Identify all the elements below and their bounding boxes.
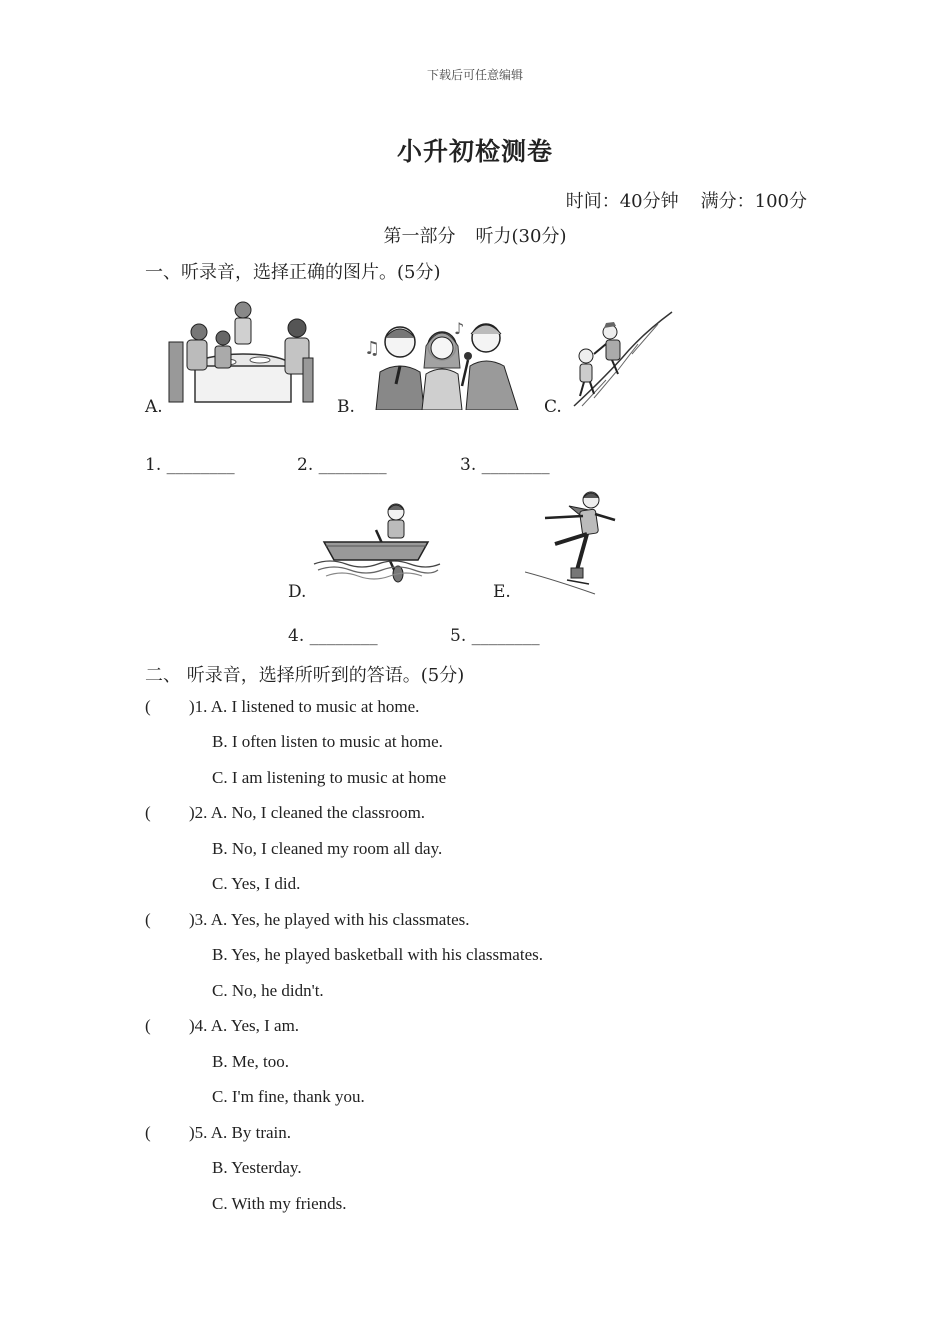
exam-time: 时间：40分钟 [565,191,679,212]
answer-paren-2[interactable]: ( [145,803,151,822]
section2-heading: 二、 听录音，选择所听到的答语。(5分) [145,665,465,686]
option-a: A. Yes, I am. [210,1016,300,1035]
picture-label-e: E. [493,582,511,602]
option-b: B. Yes, he played basketball with his classmates. [212,945,543,964]
exam-score: 满分：100分 [700,191,807,212]
question-number: )2. [189,803,208,822]
rowing-boat-picture [310,498,442,584]
question-4 [145,1016,299,1036]
exam-meta [566,187,807,213]
answer-paren-4[interactable]: ( [145,1016,151,1035]
part-name: 第一部分 [383,226,456,247]
svg-text:♪: ♪ [454,319,465,338]
answer-blank-5[interactable]: 5. ________ [450,626,540,646]
mountain-climbing-picture [572,310,674,408]
header-note: 下载后可任意编辑 [426,68,523,82]
question-5 [145,1123,291,1143]
option-c: C. I am listening to music at home [212,768,447,787]
option-b: B. Yesterday. [212,1158,302,1177]
answer-blank-1[interactable]: 1. ________ [145,455,235,475]
question-3 [145,910,470,930]
question-1 [145,697,419,717]
page-title: 小升初检测卷 [396,137,553,166]
question-number: )3. [189,910,208,929]
question-2 [145,803,425,823]
picture-label-b: B. [337,397,355,417]
option-a: A. By train. [210,1123,292,1142]
family-dinner-picture [165,298,315,404]
option-c: C. With my friends. [212,1194,347,1213]
answer-blank-4[interactable]: 4. ________ [288,626,378,646]
answer-paren-3[interactable]: ( [145,910,151,929]
answer-blank-2[interactable]: 2. ________ [297,455,387,475]
option-a: A. I listened to music at home. [210,697,420,716]
svg-text:♫: ♫ [364,338,381,359]
question-number: )1. [189,697,208,716]
option-a: A. Yes, he played with his classmates. [210,910,470,929]
option-b: B. Me, too. [212,1052,289,1071]
question-number: )4. [189,1016,208,1035]
picture-label-d: D. [288,582,307,602]
option-c: C. Yes, I did. [212,874,301,893]
part-heading [0,222,950,248]
ice-skating-picture [525,488,621,598]
picture-label-c: C. [544,397,562,417]
answer-paren-1[interactable]: ( [145,697,151,716]
section1-heading: 一、听录音，选择正确的图片。(5分) [145,262,441,283]
option-c: C. I'm fine, thank you. [212,1087,365,1106]
option-a: A. No, I cleaned the classroom. [210,803,426,822]
answer-paren-5[interactable]: ( [145,1123,151,1142]
part-topic: 听力(30分) [475,226,567,247]
option-c: C. No, he didn't. [212,981,324,1000]
option-b: B. I often listen to music at home. [212,732,443,751]
option-b: B. No, I cleaned my room all day. [212,839,443,858]
picture-label-a: A. [145,397,163,417]
answer-blank-3[interactable]: 3. ________ [460,455,550,475]
singing-children-picture [358,316,524,410]
question-number: )5. [189,1123,208,1142]
